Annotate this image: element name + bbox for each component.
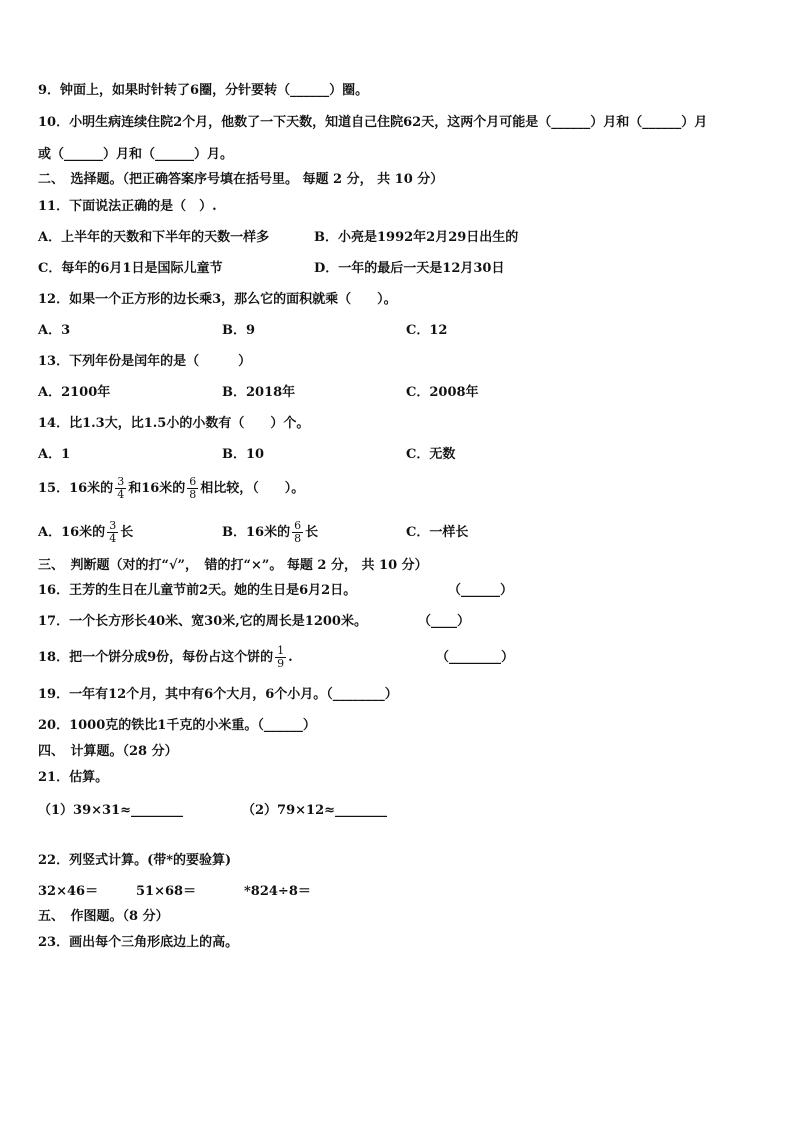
question-15-option-b: [222, 518, 318, 548]
question-18-fraction: [275, 645, 286, 670]
question-23: 23．画出每个三角形底边上的高。: [38, 935, 239, 950]
question-13-option-a: A．2100年: [38, 385, 111, 400]
fraction-denominator: 4: [117, 488, 125, 501]
question-18-suffix: .: [288, 650, 293, 665]
question-22-item-1: 32×46＝: [38, 884, 99, 899]
question-11-option-d: D．一年的最后一天是12月30日: [314, 261, 505, 276]
question-21: 21．估算。: [38, 770, 109, 785]
section-2-heading: 二、 选择题。（把正确答案序号填在括号里。 每题 2 分， 共 10 分）: [38, 172, 444, 187]
question-21-item-1: （1）39×31≈________: [38, 803, 184, 818]
section-5-heading: 五、 作图题。（8 分）: [38, 909, 169, 924]
section-3-heading: 三、 判断题（对的打“√”， 错的打“×”。 每题 2 分， 共 10 分）: [38, 558, 428, 573]
question-15: [38, 474, 304, 504]
question-11-option-a: A．上半年的天数和下半年的天数一样多: [38, 230, 270, 245]
fraction-numerator: 6: [294, 519, 302, 532]
question-12-option-a: A．3: [38, 323, 71, 338]
question-13-option-c: C．2008年: [406, 385, 479, 400]
question-14: 14．比1.3大，比1.5小的小数有（ ）个。: [38, 416, 310, 431]
option-a-prefix: A．16米的: [38, 525, 106, 540]
question-18-answer-blank[interactable]: （________）: [436, 650, 515, 665]
option-b-fraction: [292, 520, 303, 545]
question-13-option-b: B．2018年: [222, 385, 296, 400]
question-14-option-c: C．无数: [406, 447, 456, 462]
question-14-option-b: B．10: [222, 447, 265, 462]
question-14-option-a: A．1: [38, 447, 71, 462]
question-15-fraction-1: [115, 476, 126, 501]
question-22-item-3: *824÷8＝: [244, 884, 311, 899]
question-11-option-b: B．小亮是1992年2月29日出生的: [314, 230, 519, 245]
question-11-option-c: C．每年的6月1日是国际儿童节: [38, 261, 223, 276]
question-18: [38, 643, 293, 673]
question-17: 17．一个长方形长40米、宽30米,它的周长是1200米。: [38, 614, 367, 629]
fraction-numerator: 1: [277, 644, 285, 657]
question-9: 9．钟面上，如果时针转了6圈，分针要转（______）圈。: [38, 83, 369, 98]
question-20: 20．1000克的铁比1千克的小米重。（______）: [38, 718, 316, 733]
fraction-numerator: 6: [189, 475, 197, 488]
question-15-fraction-2: [187, 476, 198, 501]
fraction-denominator: 8: [294, 532, 302, 545]
question-10-line-1: 10．小明生病连续住院2个月，他数了一下天数，知道自己住院62天，这两个月可能是（______）月和（______）月: [38, 115, 708, 130]
question-17-answer-blank[interactable]: （____）: [418, 614, 471, 629]
question-16: 16．王芳的生日在儿童节前2天。她的生日是6月2日。: [38, 583, 357, 598]
question-13: 13．下列年份是闰年的是（ ）: [38, 354, 252, 369]
question-15-prefix: 15．16米的: [38, 481, 114, 496]
fraction-numerator: 3: [109, 519, 117, 532]
question-22: 22．列竖式计算。(带*的要验算): [38, 853, 232, 868]
section-4-heading: 四、 计算题。（28 分）: [38, 744, 178, 759]
question-15-option-c: C．一样长: [406, 525, 469, 540]
fraction-denominator: 8: [189, 488, 197, 501]
question-16-answer-blank[interactable]: （______）: [448, 583, 514, 598]
fraction-numerator: 3: [117, 475, 125, 488]
question-15-middle: 和16米的: [128, 481, 186, 496]
question-18-prefix: 18．把一个饼分成9份，每份占这个饼的: [38, 650, 274, 665]
question-19: 19．一年有12个月，其中有6个大月，6个小月。（________）: [38, 687, 398, 702]
question-12: 12．如果一个正方形的边长乘3，那么它的面积就乘（ ）。: [38, 292, 397, 307]
question-21-item-2: （2）79×12≈________: [242, 803, 388, 818]
option-a-suffix: 长: [120, 525, 134, 540]
question-11: 11．下面说法正确的是（ ）.: [38, 199, 217, 214]
question-15-suffix: 相比较，（ ）。: [200, 481, 305, 496]
option-b-prefix: B．16米的: [222, 525, 291, 540]
fraction-denominator: 9: [277, 657, 285, 670]
question-22-item-2: 51×68＝: [136, 884, 197, 899]
fraction-denominator: 4: [109, 532, 117, 545]
option-a-fraction: [107, 520, 118, 545]
option-b-suffix: 长: [305, 525, 319, 540]
question-12-option-b: B．9: [222, 323, 256, 338]
question-12-option-c: C．12: [406, 323, 448, 338]
question-10-line-2: 或（______）月和（______）月。: [38, 147, 234, 162]
question-15-option-a: [38, 518, 133, 548]
